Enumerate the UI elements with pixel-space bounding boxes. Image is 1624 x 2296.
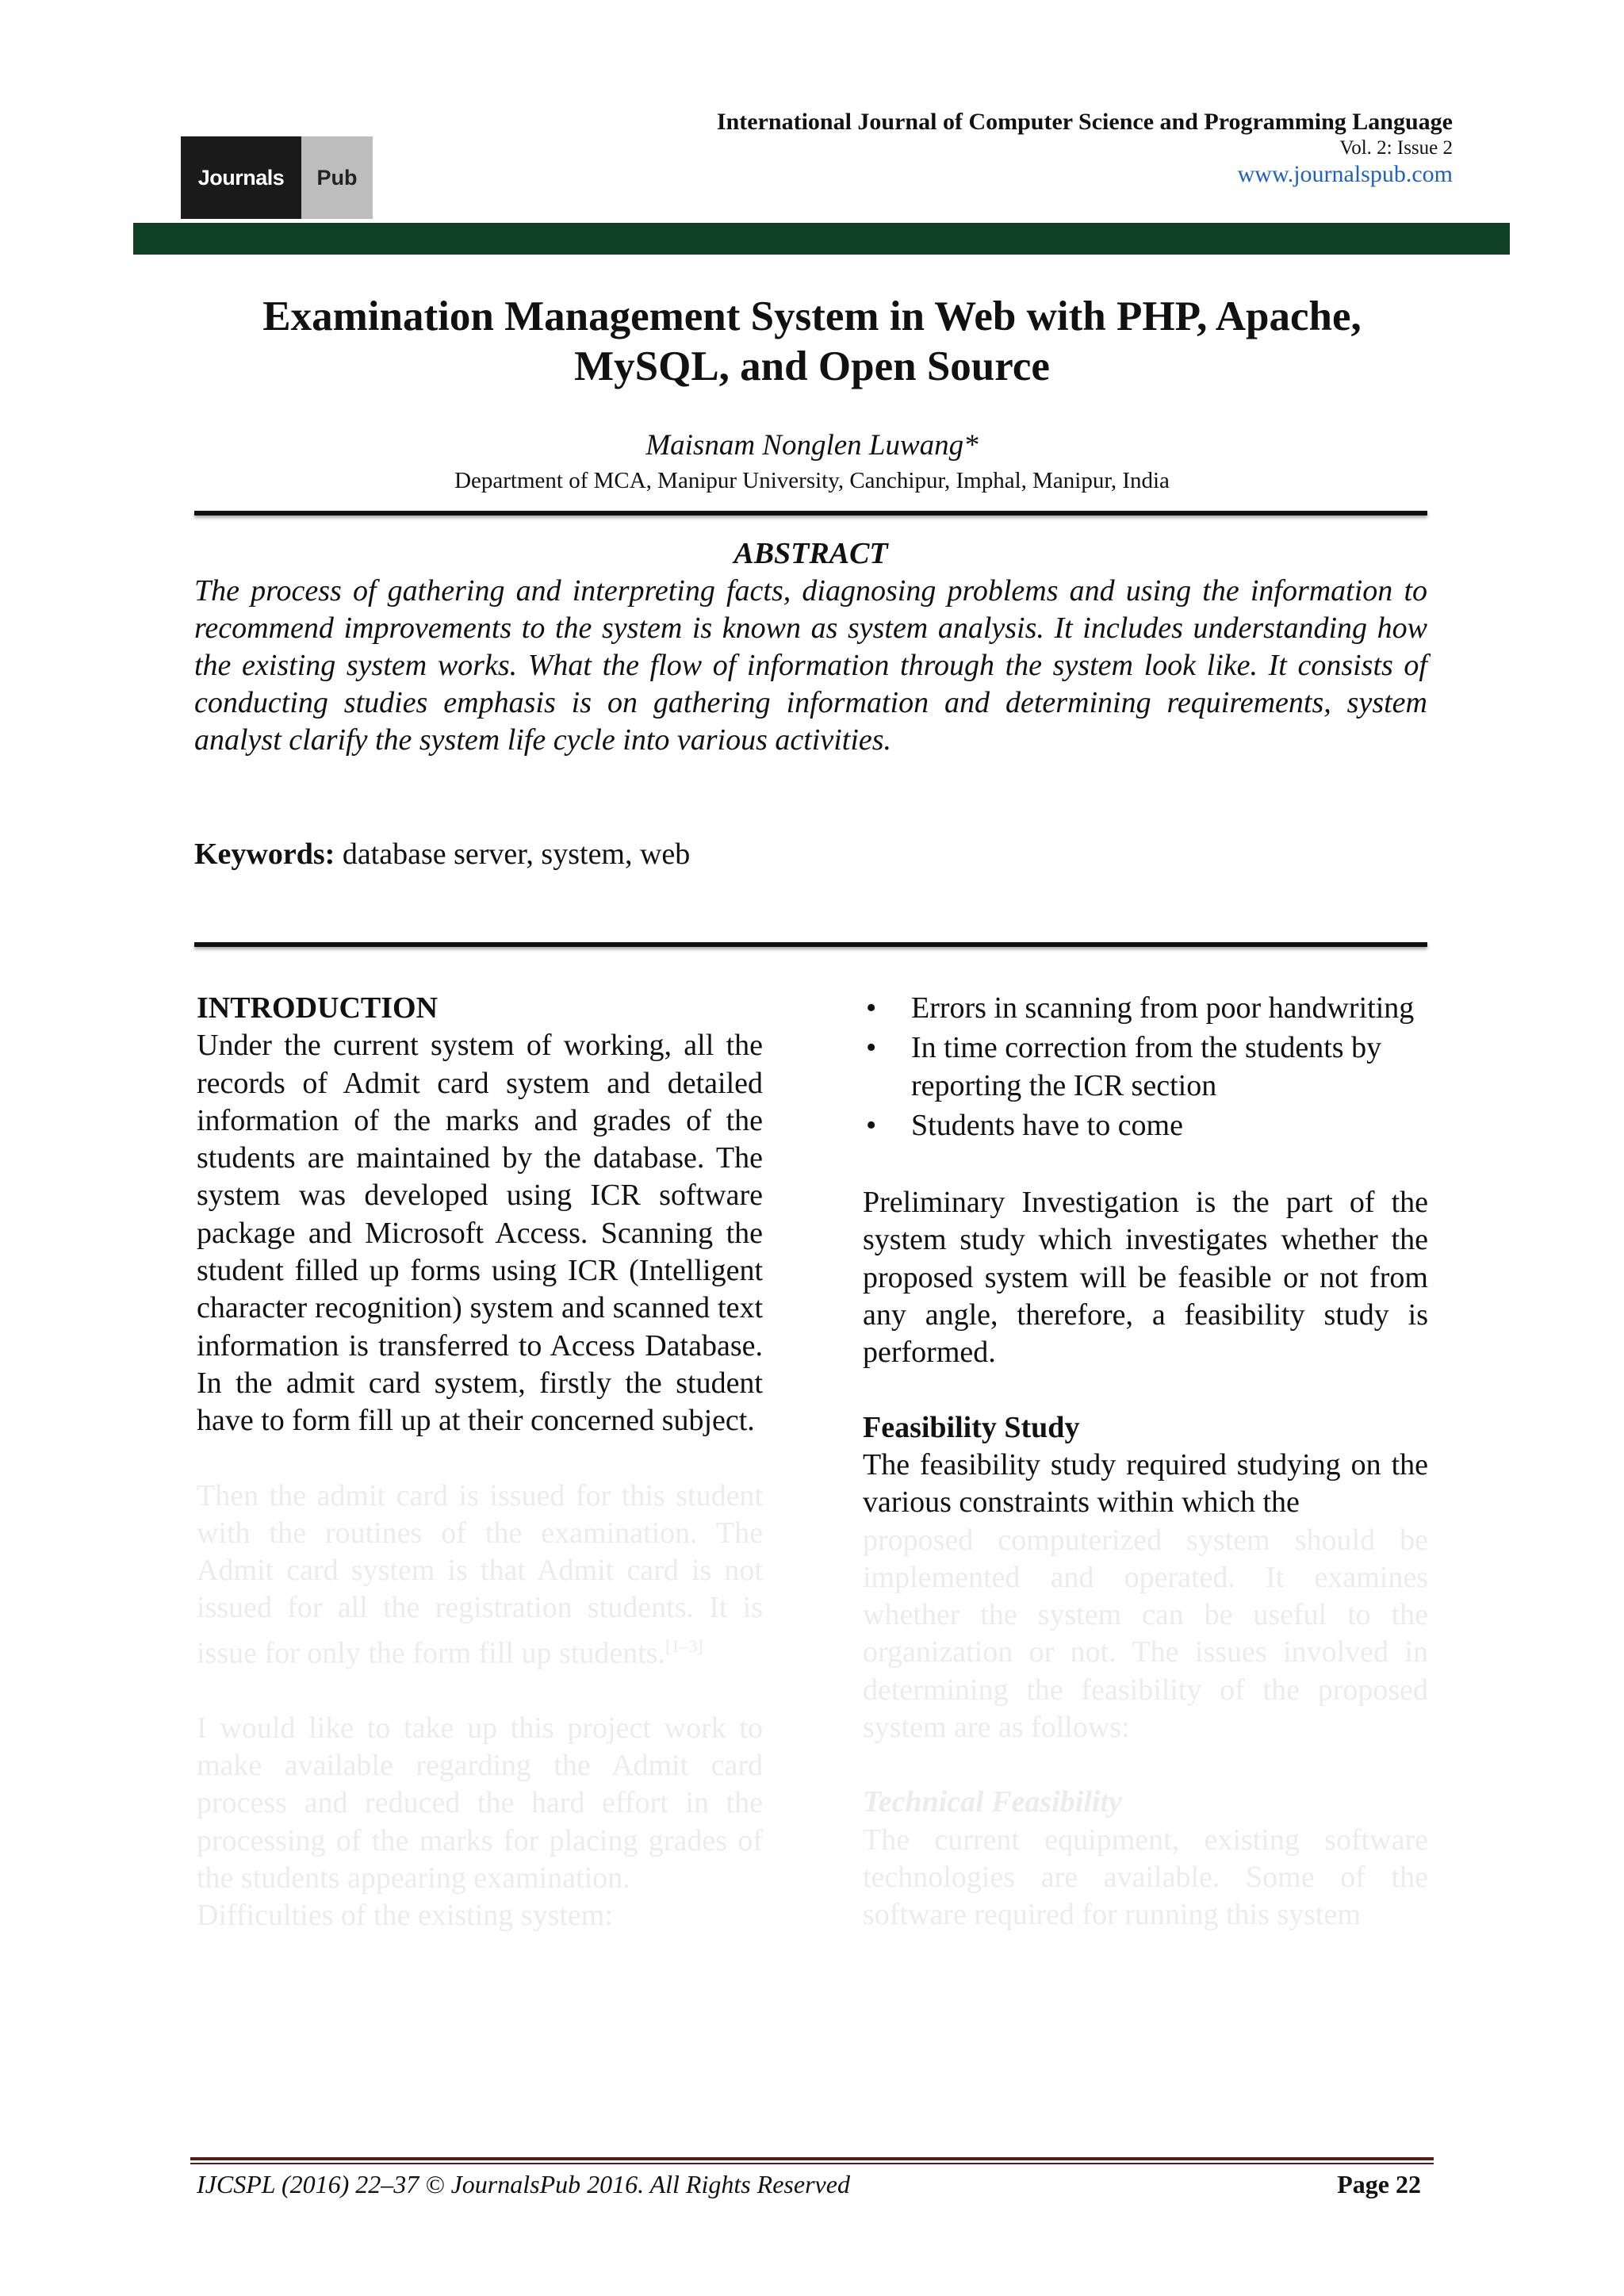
feasibility-heading: Feasibility Study (863, 1410, 1080, 1444)
citation-ref: [1–3] (665, 1635, 703, 1656)
left-column (197, 990, 763, 1934)
faded-paragraph-right-2: The current equipment, existing software technologies are available. Some of the software required for running this system (863, 1823, 1428, 1932)
journal-volume: Vol. 2: Issue 2 (1339, 137, 1453, 159)
technical-feasibility-heading: Technical Feasibility (863, 1785, 1122, 1819)
divider-top (194, 511, 1427, 516)
faded-paragraph-2: I would like to take up this project work to make available regarding the Admit card process and reduced the hard effort in the processing of the marks for placing grades of the students appearing examination. (197, 1711, 763, 1895)
author-affiliation: Department of MCA, Manipur University, Canchipur, Imphal, Manipur, India (454, 468, 1170, 493)
logo-right-text: Pub (301, 136, 373, 219)
keywords-label: Keywords: (194, 838, 335, 871)
preliminary-investigation-paragraph: Preliminary Investigation is the part of the system study which investigates whether the proposed system will be feasible or not from any angle, therefore, a feasibility study is performed. (863, 1186, 1428, 1370)
introduction-heading: INTRODUCTION (197, 991, 439, 1025)
divider-bottom (194, 942, 1427, 947)
abstract-heading: ABSTRACT (733, 537, 888, 570)
list-item: • Errors in scanning from poor handwriting (863, 990, 1428, 1027)
faded-paragraph-3: Difficulties of the existing system: (197, 1899, 613, 1933)
page-number: Page 22 (1337, 2170, 1421, 2198)
paper-title-line-2: MySQL, and Open Source (574, 343, 1050, 389)
journal-header (717, 108, 1453, 189)
footer-rule-thin (190, 2163, 1434, 2164)
footer-citation: IJCSPL (2016) 22–37 © JournalsPub 2016. All Rights Reserved (197, 2170, 850, 2198)
keywords-list: database server, system, web (342, 838, 691, 871)
right-column (863, 990, 1428, 1934)
journal-title: International Journal of Computer Science and Programming Language (716, 109, 1453, 135)
journalspub-logo (181, 136, 373, 219)
author-name: Maisnam Nonglen Luwang* (645, 429, 979, 462)
faded-paragraph-right-1: proposed computerized system should be implemented and operated. It examines whether the system can be useful to the organization or not. The issues involved in determining the feasibility of the proposed system are as follows: (863, 1523, 1428, 1745)
faded-continuation-right (863, 1522, 1428, 1934)
keywords (194, 836, 1427, 873)
feasibility-paragraph: The feasibility study required studying on the various constraints within which the (863, 1447, 1428, 1520)
abstract-text: The process of gathering and interpreting facts, diagnosing problems and using the information to recommend improvements to the system is known as system analysis. It includes understanding how the existing system works. What the flow of information through the system look like. It consists of conducting studies emphasis is on gathering information and determining requirements, system analyst clarify the system life cycle into various activities. (194, 574, 1427, 757)
list-item: • Students have to come (863, 1107, 1428, 1144)
faded-continuation (197, 1478, 763, 1935)
faded-paragraph-1: Then the admit card is issued for this student with the routines of the examination. The Admit card system is that Admit card is not issued for all the registration students. It is issue for only the form fill up students.[1–3] (197, 1478, 763, 1670)
paper-title (143, 292, 1481, 391)
introduction-paragraph: Under the current system of working, all the records of Admit card system and detailed information of the marks and grades of the students are maintained by the database. The system was developed using ICR software package and Microsoft Access. Scanning the student filled up forms using ICR (Intelligent character recognition) system and scanned text information is transferred to Access Database. In the admit card system, firstly the student have to form fill up at their concerned subject. (197, 1029, 763, 1438)
difficulty-list (863, 990, 1428, 1144)
footer-rule (190, 2157, 1434, 2160)
header-bar (133, 223, 1510, 255)
journal-website-link[interactable]: www.journalspub.com (1237, 161, 1453, 187)
logo-left-text: Journals (181, 136, 301, 219)
list-item: • In time correction from the students by reporting the ICR section (863, 1029, 1428, 1105)
paper-title-line-1: Examination Management System in Web with PHP, Apache, (262, 293, 1362, 339)
